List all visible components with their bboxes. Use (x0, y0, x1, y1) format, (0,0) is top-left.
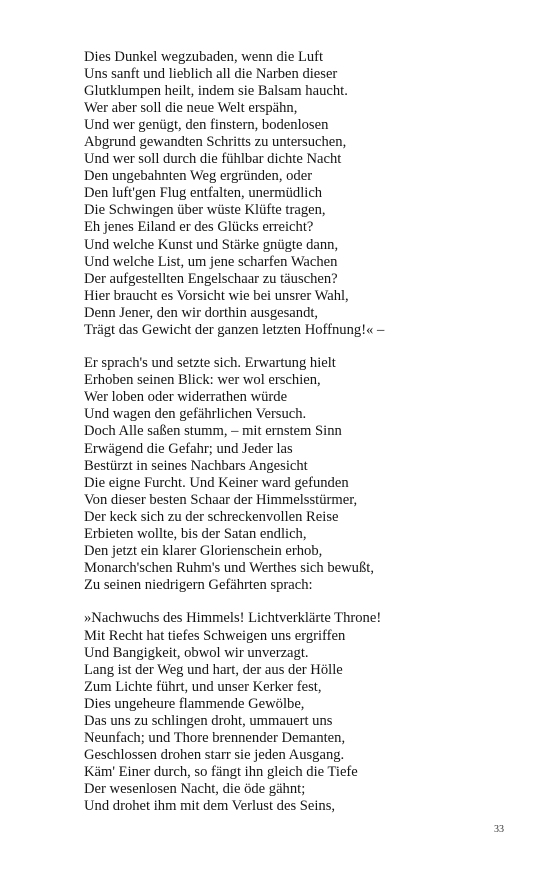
verse-line: Geschlossen drohen starr sie jeden Ausgang. (84, 746, 345, 763)
verse-line: Erbieten wollte, bis der Satan endlich, (84, 525, 307, 542)
verse-line: Den luft'gen Flug entfalten, unermüdlich (84, 185, 323, 202)
verse-line: Der keck sich zu der schreckenvollen Reise (84, 508, 339, 525)
stanza (84, 355, 524, 594)
verse-line: Erhoben seinen Blick: wer wol erschien, (84, 372, 321, 389)
verse-line: Die Schwingen über wüste Klüfte tragen, (84, 202, 326, 219)
verse-line: Das uns zu schlingen droht, ummauert uns (84, 712, 333, 729)
verse-line: Und welche List, um jene scharfen Wachen (84, 253, 338, 270)
verse-line: Mit Recht hat tiefes Schweigen uns ergriffen (84, 627, 346, 644)
verse-line: Wer loben oder widerrathen würde (84, 389, 288, 406)
verse-line: Lang ist der Weg und hart, der aus der Hölle (84, 661, 343, 678)
verse-line: Abgrund gewandten Schritts zu untersuchen, (84, 134, 347, 151)
verse-line: Glutklumpen heilt, indem sie Balsam haucht. (84, 83, 348, 100)
verse-line: Und welche Kunst und Stärke gnügte dann, (84, 236, 339, 253)
verse-line: Dies ungeheure flammende Gewölbe, (84, 695, 305, 712)
verse-line: Dies Dunkel wegzubaden, wenn die Luft (84, 49, 324, 65)
stanza (84, 49, 524, 339)
verse-line: Käm' Einer durch, so fängt ihn gleich die Tiefe (84, 763, 358, 780)
verse-line: Der wesenlosen Nacht, die öde gähnt; (84, 780, 306, 797)
verse-line: Wer aber soll die neue Welt erspähn, (84, 100, 298, 117)
verse-line: Monarch'schen Ruhm's und Werthes sich bewußt, (84, 559, 374, 576)
page-number: 33 (494, 824, 504, 835)
verse-line: Bestürzt in seines Nachbars Angesicht (84, 457, 308, 474)
stanza (84, 610, 524, 815)
verse-line: Denn Jener, den wir dorthin ausgesandt, (84, 304, 319, 321)
verse-line: Von dieser besten Schaar der Himmelsstürmer, (84, 491, 358, 508)
verse-line: Doch Alle saßen stumm, – mit ernstem Sinn (84, 423, 342, 440)
verse-line: Die eigne Furcht. Und Keiner ward gefunden (84, 474, 349, 491)
verse-line: Den ungebahnten Weg ergründen, oder (84, 168, 313, 185)
verse-line: Zu seinen niedrigern Gefährten sprach: (84, 576, 313, 593)
verse-line: Und drohet ihm mit dem Verlust des Seins, (84, 797, 336, 814)
verse-line: Der aufgestellten Engelschaar zu täuschen? (84, 270, 338, 287)
verse-line: Trägt das Gewicht der ganzen letzten Hoffnung!« – (84, 321, 385, 338)
verse-line: Und wer genügt, den finstern, bodenlosen (84, 117, 329, 134)
verse-line: Erwägend die Gefahr; und Jeder las (84, 440, 293, 457)
verse-line: Er sprach's und setzte sich. Erwartung hielt (84, 355, 336, 372)
verse-line: Den jetzt ein klarer Glorienschein erhob, (84, 542, 323, 559)
verse-line: Eh jenes Eiland er des Glücks erreicht? (84, 219, 314, 236)
verse-line: Hier braucht es Vorsicht wie bei unsrer Wahl, (84, 287, 349, 304)
verse-line: Zum Lichte führt, und unser Kerker fest, (84, 678, 322, 695)
verse-line: »Nachwuchs des Himmels! Lichtverklärte Throne! (84, 610, 382, 627)
verse-line: Und wagen den gefährlichen Versuch. (84, 406, 307, 423)
poem-text (84, 49, 524, 832)
verse-line: Neunfach; und Thore brennender Demanten, (84, 729, 346, 746)
verse-line: Und Bangigkeit, obwol wir unverzagt. (84, 644, 309, 661)
verse-line: Und wer soll durch die fühlbar dichte Nacht (84, 151, 342, 168)
verse-line: Uns sanft und lieblich all die Narben dieser (84, 66, 338, 83)
